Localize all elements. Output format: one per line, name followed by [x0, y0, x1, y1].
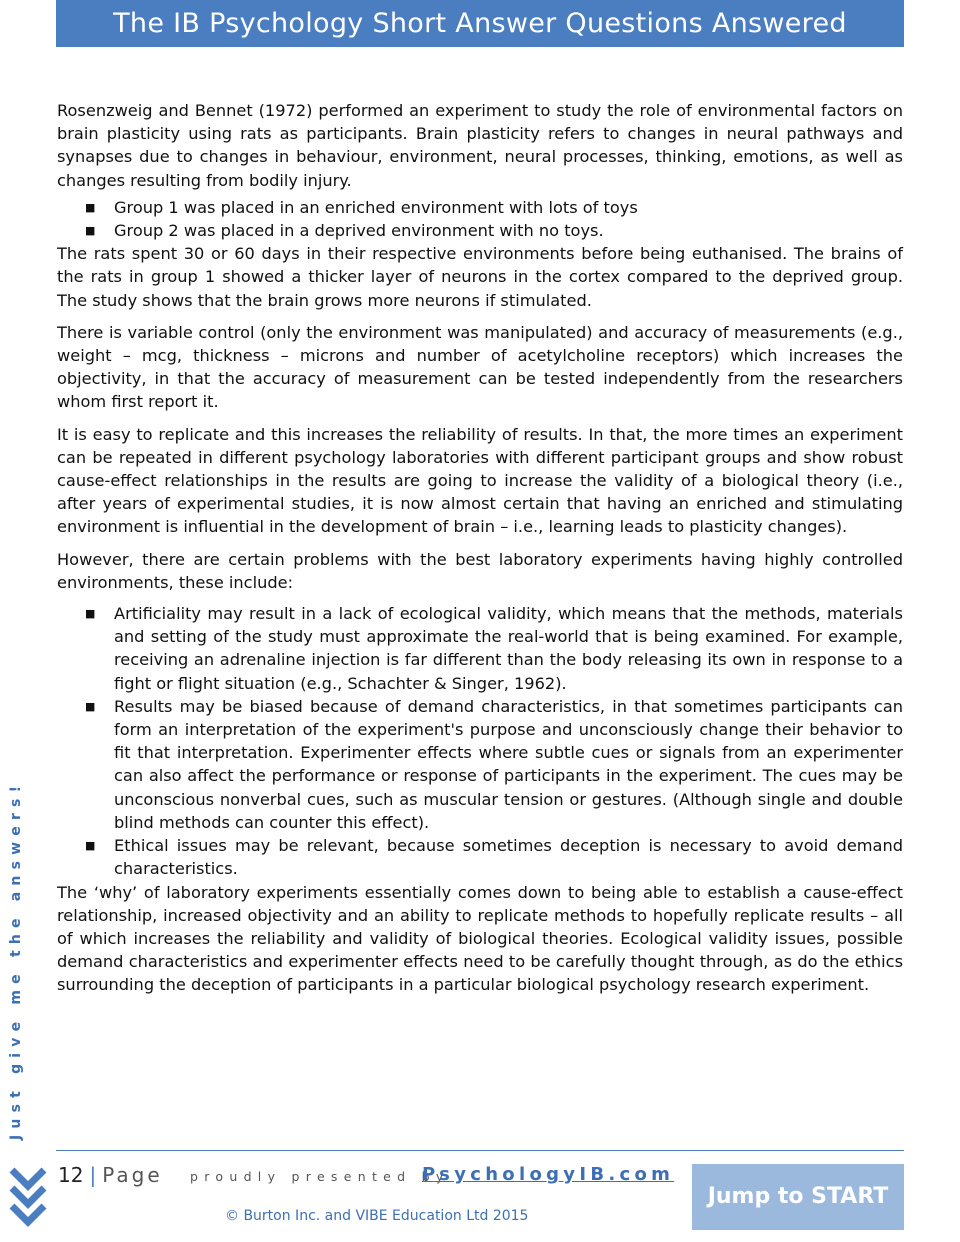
problems-list [57, 602, 903, 880]
paragraph-results: The rats spent 30 or 60 days in their respective environments before being euthanised. The brains of the rats in group 1 showed a thicker layer of neurons in the cortex compared to the deprived group. The study shows that the brain grows more neurons if stimulated. [57, 244, 903, 310]
footer-divider [56, 1150, 904, 1151]
copyright: © Burton Inc. and VIBE Education Ltd 2015 [225, 1208, 529, 1224]
square-bullet-icon: ■ [85, 699, 96, 713]
square-bullet-icon: ■ [85, 839, 96, 853]
list-item: ■ Group 1 was placed in an enriched environment with lots of toys [85, 197, 638, 217]
square-bullet-icon: ■ [85, 200, 96, 214]
page-number: 12 | Page [58, 1163, 163, 1187]
header-title: The IB Psychology Short Answer Questions Answered [113, 8, 847, 39]
sidebar-tagline: Just give me the answers! [8, 779, 24, 1140]
list-item: ■ Artificiality may result in a lack of ecological validity, which means that the methods, materials and setting of the study must approximate the real-world that is being examined. For example, receiving an adrenaline injection is far different than the body releasing its own in response to a fight or flight situation (e.g., Schachter & Singer, 1962). [85, 604, 903, 693]
square-bullet-icon: ■ [85, 607, 96, 621]
double-chevron-down-icon [8, 1162, 48, 1232]
paragraph-replicate: It is easy to replicate and this increases the reliability of results. In that, the more times an experiment can be repeated in different psychology laboratories with different participant groups and show robust cause-effect relationships in the results are going to increase the validity of a biological theory (i.e., after years of experimental studies, it is now almost certain that having an enriched and stimulating environment is influential in the development of brain – i.e., learning leads to plasticity changes). [57, 424, 903, 537]
paragraph-control: There is variable control (only the environment was manipulated) and accuracy of measurements (e.g., weight – mcg, thickness – microns and number of acetylcholine receptors) which increases the objectivity, in that the accuracy of measurement can be tested independently from the researchers whom first report it. [57, 322, 903, 412]
paragraph-intro: Rosenzweig and Bennet (1972) performed an experiment to study the role of environmental factors on brain plasticity using rats as participants. Brain plasticity refers to changes in neural pathways and synapses due to changes in behaviour, environment, neural processes, thinking, emotions, as well as changes resulting from bodily injury. [57, 101, 903, 190]
page-header [56, 0, 904, 47]
square-bullet-icon: ■ [85, 224, 96, 238]
footer-presented-by: proudly presented by [190, 1169, 450, 1184]
paragraph-problems-intro: However, there are certain problems with the best laboratory experiments having highly controlled environments, these include: [57, 549, 903, 592]
site-link[interactable]: PsychologyIB.com [422, 1164, 675, 1185]
list-item: ■ Group 2 was placed in a deprived environment with no toys. [85, 221, 604, 241]
paragraph-conclusion: The ‘why’ of laboratory experiments essentially comes down to being able to establish a cause-effect relationship, increased objectivity and an ability to replicate methods to hopefully replicate results – all of which increases the reliability and validity of biological theories. Ecological validity issues, possible demand characteristics and experimenter effects need to be carefully thought through, as do the ethics surrounding the deception of participants in a particular biological psychology research experiment. [57, 882, 903, 995]
document-body [57, 99, 903, 1006]
groups-list [57, 196, 903, 242]
jump-to-start-button[interactable]: Jump to START [692, 1164, 904, 1230]
list-item: ■ Ethical issues may be relevant, because sometimes deception is necessary to avoid demand characteristics. [85, 836, 903, 879]
list-item: ■ Results may be biased because of demand characteristics, in that sometimes participants can form an interpretation of the experiment's purpose and unconsciously change their behavior to fit that interpretation. Experimenter effects where subtle cues or signals from an experimenter can also affect the performance or response of participants in the experiment. The cues may be unconscious nonverbal cues, such as muscular tension or gestures. (Although single and double blind methods can counter this effect). [85, 696, 903, 832]
